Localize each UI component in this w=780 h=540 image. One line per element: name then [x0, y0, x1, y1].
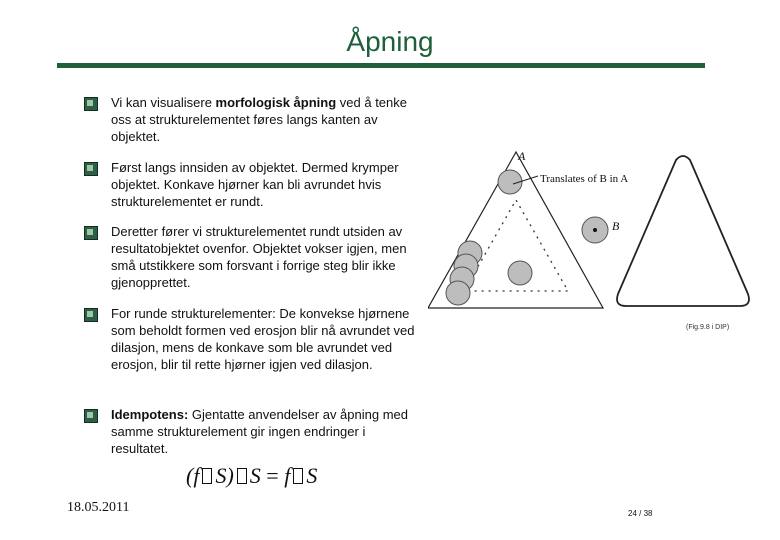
- bullet-icon: [84, 162, 98, 176]
- origin-dot: [593, 228, 597, 232]
- opening-operator-icon: [202, 468, 212, 484]
- bullet-icon: [84, 308, 98, 322]
- bullet-text-3: [111, 223, 416, 291]
- formula-close-paren: ): [226, 463, 234, 488]
- bullet-1-bold: morfologisk åpning: [215, 95, 337, 110]
- bullet-text-1: [111, 94, 416, 145]
- opened-triangle: [617, 156, 749, 306]
- translates-label: Translates of B in A: [540, 173, 629, 185]
- formula-f: f: [193, 463, 200, 488]
- translate-circle: [446, 281, 470, 305]
- bullet-1-text-end: ved å tenke oss at strukturelementet føres langs kanten av objektet.: [111, 95, 407, 144]
- opening-operator-icon: [237, 468, 247, 484]
- title-rule: [57, 63, 705, 68]
- bullet-3-text: Deretter fører vi strukturelementet rundt utsiden av resultatobjektet ovenfor. Objektet vokser igjen, men små utstikkere som forsvant i forrige steg blir ikke gjenopprettet.: [111, 224, 407, 290]
- bullet-2-text: Først langs innsiden av objektet. Dermed krymper objektet. Konkave hjørner kan bli avrundet hvis strukturelementet er rundt.: [111, 160, 399, 209]
- translate-circle: [508, 261, 532, 285]
- slide-date: 18.05.2011: [67, 500, 130, 515]
- formula-s: S: [306, 463, 318, 488]
- label-b: B: [612, 219, 620, 233]
- bullet-text-2: [111, 159, 416, 210]
- bullet-text-5: [111, 406, 416, 457]
- label-a: A: [518, 149, 526, 163]
- idempotence-formula: [186, 463, 317, 489]
- formula-equals: =: [266, 463, 279, 488]
- bullet-1-text: Vi kan visualisere: [111, 95, 216, 110]
- bullet-5-text: Gjentatte anvendelser av åpning med samme strukturelement gir ingen endringer i resultatet.: [111, 407, 408, 456]
- formula-s: S: [249, 463, 261, 488]
- bullet-5-bold: Idempotens:: [111, 407, 189, 422]
- bullet-icon: [84, 409, 98, 423]
- bullet-text-4: [111, 305, 416, 373]
- bullet-icon: [84, 97, 98, 111]
- opening-figure: [428, 148, 768, 318]
- page-number: 24 / 38: [628, 509, 653, 518]
- figure-caption: (Fig.9.8 i DIP): [686, 324, 730, 331]
- formula-f: f: [284, 463, 291, 488]
- bullet-4-text: For runde strukturelementer: De konvekse hjørnene som beholdt formen ved erosjon blir nå avrundet ved dilasjon, mens de konkave som ble avrundet ved erosjon, blir til rette hjørner igjen ved dilasjon.: [111, 306, 415, 372]
- formula-open-paren: (: [186, 463, 194, 488]
- formula-s: S: [215, 463, 227, 488]
- opening-operator-icon: [293, 468, 303, 484]
- bullet-icon: [84, 226, 98, 240]
- slide-title: Åpning: [346, 26, 434, 57]
